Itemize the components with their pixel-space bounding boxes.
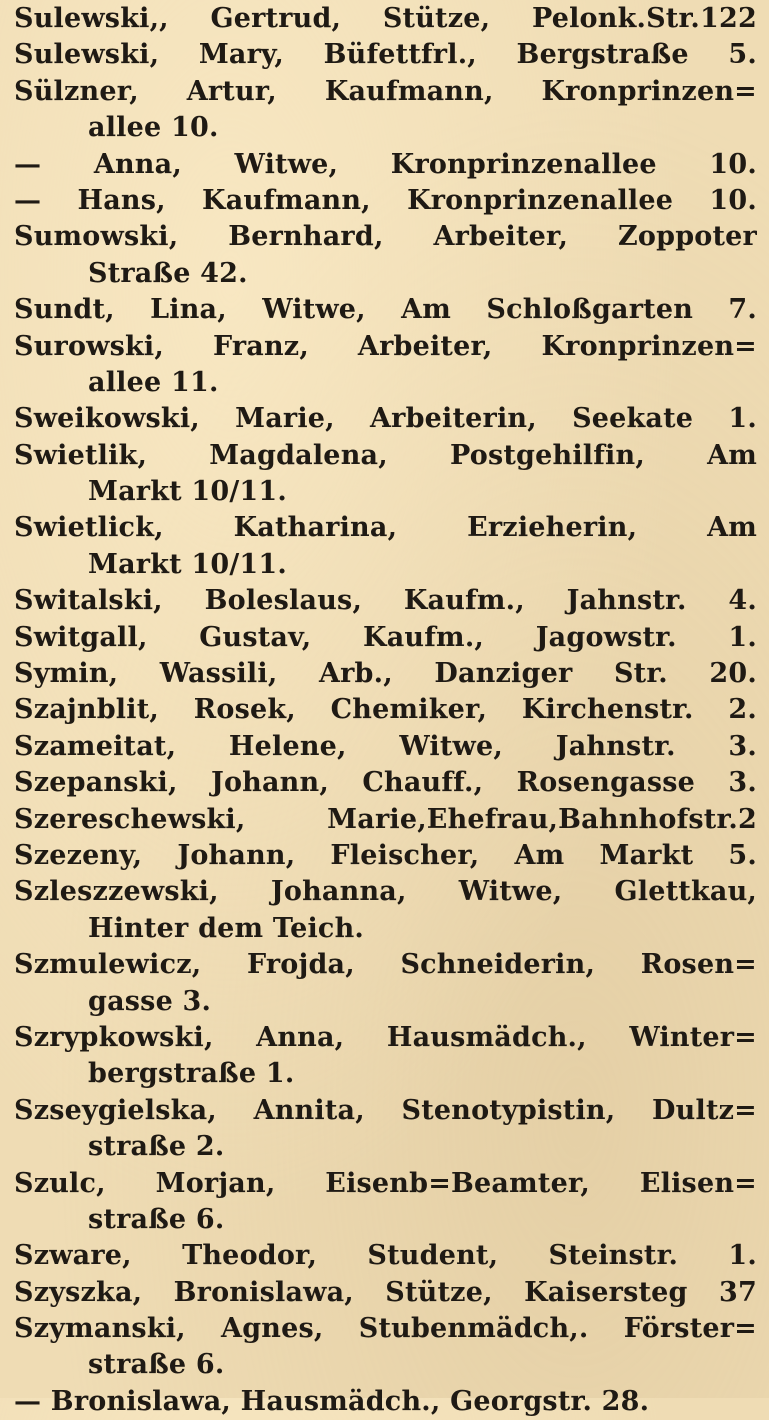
directory-entry (14, 1166, 757, 1239)
directory-entry (14, 329, 757, 402)
entry-line: Szereschewski, Marie,Ehefrau,Bahnhofstr.2 (14, 803, 757, 835)
directory-entry (14, 838, 757, 874)
entry-continuation-line: straße 6. (88, 1349, 225, 1381)
directory-entry (14, 1384, 757, 1420)
entry-line: Szseygielska, Annita, Stenotypistin, Dultz= (14, 1094, 757, 1126)
directory-entry (14, 874, 757, 947)
entry-continuation-line: straße 6. (88, 1203, 225, 1235)
directory-entry (14, 401, 757, 437)
directory-entry (14, 729, 757, 765)
directory-entry (14, 147, 757, 183)
entry-continuation-line: allee 10. (88, 112, 219, 144)
entry-continuation-line: allee 11. (88, 366, 219, 398)
directory-entry (14, 183, 757, 219)
directory-entry (14, 1, 757, 37)
directory-entry (14, 1238, 757, 1274)
directory-entry (14, 1275, 757, 1311)
directory-entry (14, 219, 757, 292)
directory-entry (14, 438, 757, 511)
directory-entry (14, 1020, 757, 1093)
entry-line: Sundt, Lina, Witwe, Am Schloßgarten 7. (14, 294, 757, 326)
directory-entry (14, 802, 757, 838)
entry-line: Symin, Wassili, Arb., Danziger Str. 20. (14, 658, 757, 690)
entry-line: Sulewski,, Gertrud, Stütze, Pelonk.Str.122 (14, 3, 757, 34)
entry-continuation-line: Hinter dem Teich. (88, 912, 364, 944)
entry-line: Swietlik, Magdalena, Postgehilfin, Am (14, 439, 757, 471)
entry-continuation-line: Markt 10/11. (88, 476, 287, 508)
entry-line: Szware, Theodor, Student, Steinstr. 1. (14, 1240, 757, 1272)
directory-entry (14, 74, 757, 147)
entry-line: Sumowski, Bernhard, Arbeiter, Zoppoter (14, 221, 757, 253)
entry-line: Szyszka, Bronislawa, Stütze, Kaisersteg 37 (14, 1276, 757, 1308)
directory-entries (14, 1, 757, 1420)
entry-line: Swietlick, Katharina, Erzieherin, Am (14, 512, 757, 544)
directory-entry (14, 656, 757, 692)
entry-continuation-line: Markt 10/11. (88, 548, 287, 580)
entry-line: — Bronislawa, Hausmädch., Georgstr. 28. (14, 1385, 650, 1417)
directory-entry (14, 765, 757, 801)
entry-line: Szepanski, Johann, Chauff., Rosengasse 3. (14, 767, 757, 799)
directory-entry (14, 510, 757, 583)
entry-line: Szrypkowski, Anna, Hausmädch., Winter= (14, 1021, 757, 1053)
entry-line: — Anna, Witwe, Kronprinzenallee 10. (14, 148, 757, 180)
directory-entry (14, 583, 757, 619)
directory-entry (14, 1311, 757, 1384)
entry-continuation-line: bergstraße 1. (88, 1058, 295, 1090)
entry-line: Szmulewicz, Frojda, Schneiderin, Rosen= (14, 949, 757, 981)
entry-line: Switgall, Gustav, Kaufm., Jagowstr. 1. (14, 621, 757, 653)
entry-line: Sulewski, Mary, Büfettfrl., Bergstraße 5. (14, 39, 757, 71)
entry-line: Szymanski, Agnes, Stubenmädch,. Förster= (14, 1313, 757, 1345)
entry-line: — Hans, Kaufmann, Kronprinzenallee 10. (14, 184, 757, 216)
entry-line: Sülzner, Artur, Kaufmann, Kronprinzen= (14, 75, 757, 107)
entry-line: Szezeny, Johann, Fleischer, Am Markt 5. (14, 839, 757, 871)
entry-line: Surowski, Franz, Arbeiter, Kronprinzen= (14, 330, 757, 362)
directory-entry (14, 292, 757, 328)
entry-continuation-line: straße 2. (88, 1131, 225, 1163)
entry-line: Szleszzewski, Johanna, Witwe, Glettkau, (14, 876, 757, 908)
entry-line: Switalski, Boleslaus, Kaufm., Jahnstr. 4. (14, 585, 757, 617)
entry-line: Szulc, Morjan, Eisenb=Beamter, Elisen= (14, 1167, 757, 1199)
directory-entry (14, 37, 757, 73)
entry-line: Szameitat, Helene, Witwe, Jahnstr. 3. (14, 730, 757, 762)
entry-line: Szajnblit, Rosek, Chemiker, Kirchenstr. 2. (14, 694, 757, 726)
directory-entry (14, 1093, 757, 1166)
directory-entry (14, 620, 757, 656)
directory-entry (14, 947, 757, 1020)
entry-continuation-line: Straße 42. (88, 257, 248, 289)
directory-entry (14, 692, 757, 728)
entry-continuation-line: gasse 3. (88, 985, 212, 1017)
entry-line: Sweikowski, Marie, Arbeiterin, Seekate 1. (14, 403, 757, 435)
